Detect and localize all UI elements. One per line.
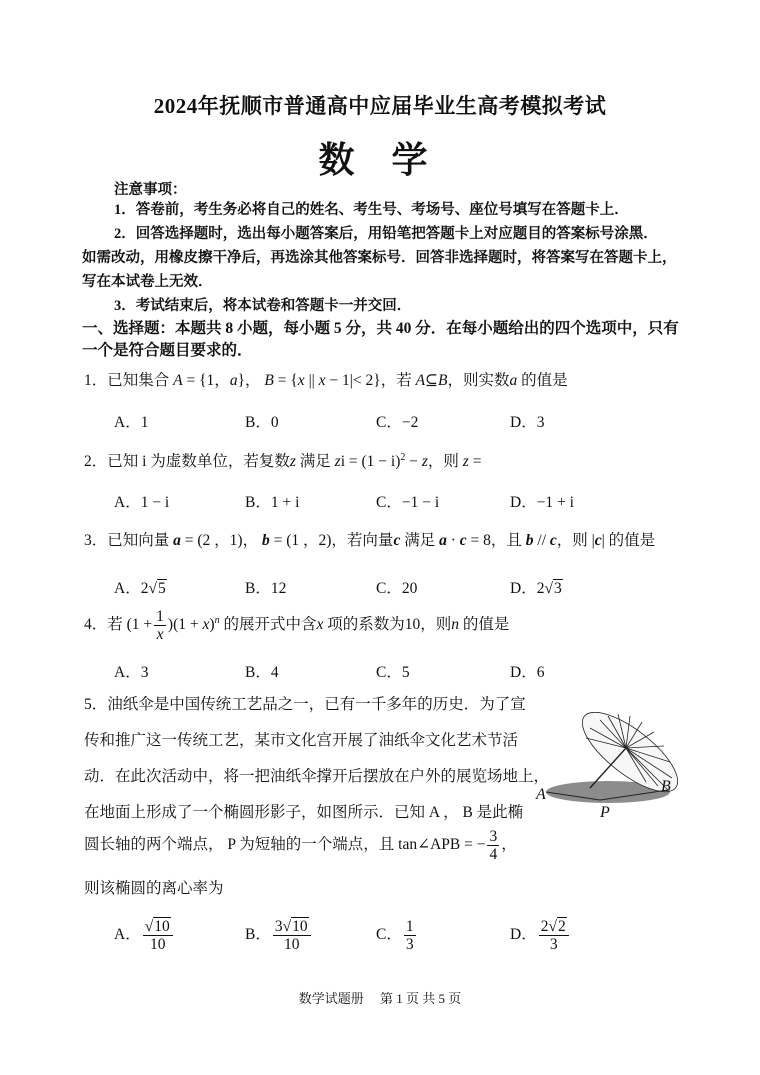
q2-option-a: A．1 − i (114, 494, 170, 511)
q4-fraction: $\frac{1}{x}$ (156, 608, 164, 643)
subject-title: 数 学 (318, 140, 442, 180)
question-5-line6: 则该椭圆的离心率为 (84, 880, 224, 897)
question-5-line4: 在地面上形成了一个椭圆形影子，如图所示．已知 A ， B 是此椭 (84, 804, 524, 821)
section-heading-line2: 一个是符合题目要求的． (82, 342, 253, 359)
question-5-line2: 传和推广这一传统工艺，某市文化宫开展了油纸伞文化艺术节活 (84, 732, 519, 749)
umbrella-figure (530, 712, 690, 824)
question-5-line1: 5．油纸伞是中国传统工艺品之一，已有一千多年的历史．为了宣 (84, 696, 526, 713)
q5-option-b: B． $\frac{3√10}{10}$ (245, 918, 313, 953)
exam-title: 2024年抚顺市普通高中应届毕业生高考模拟考试 (153, 94, 607, 118)
q4-option-c: C．5 (376, 664, 410, 681)
question-5-line5: 圆长轴的两个端点， P 为短轴的一个端点，且 tan∠APB = − $\frac{3}{4}$ ， (84, 828, 517, 863)
q1-option-a: A．1 (114, 414, 149, 431)
q1-option-c: C．−2 (376, 414, 419, 431)
q2-option-b: B．1 + i (245, 494, 300, 511)
notes-heading: 注意事项： (114, 182, 187, 198)
q5-option-d: D． $\frac{2√2}{3}$ (510, 918, 571, 953)
question-5-line3: 动．在此次活动中，将一把油纸伞撑开后摆放在户外的展览场地上， (84, 768, 550, 785)
q4-option-d: D．6 (510, 664, 545, 681)
question-2: 2．已知 i 为虚数单位，若复数z 满足 zi = $(1 - i)^2 - z$，则 z = (84, 451, 482, 470)
q3-option-b: B．12 (245, 580, 287, 597)
q1-option-b: B．0 (245, 414, 279, 431)
question-4: 4．若 (1 + $\frac{1}{x}$ )$(1 + x)^n$ 的展开式中含x 项的系数为10，则n 的值是 (84, 608, 510, 643)
note-2-end: 写在本试卷上无效． (82, 274, 213, 290)
q4-option-a: A．3 (114, 664, 149, 681)
q3-option-d: D．2√3 (510, 580, 562, 597)
note-2-cont: 如需改动，用橡皮擦干净后，再选涂其他答案标号．回答非选择题时，将答案写在答题卡上， (82, 250, 677, 266)
q5-option-c: C． $\frac{1}{3}$ (376, 918, 414, 953)
q1-option-d: D．3 (510, 414, 545, 431)
q5-option-a: A． $\frac{√10}{10}$ (114, 918, 175, 953)
note-3: 3．考试结束后，将本试卷和答题卡一并交回． (114, 298, 412, 314)
note-2: 2．回答选择题时，选出每小题答案后，用铅笔把答题卡上对应题目的答案标号涂黑． (114, 226, 658, 242)
point-b-label: B (661, 778, 671, 795)
page-footer: 数学试题册 第 1 页 共 5 页 (298, 991, 462, 1006)
question-3: 3．已知向量 a = (2 ，1)， b = (1 ，2)，若向量c 满足 a · c = 8，且 b // c，则 |c| 的值是 (84, 532, 656, 549)
q3-option-c: C．20 (376, 580, 418, 597)
point-a-label: A (536, 786, 546, 803)
q3-option-a: A．2√5 (114, 580, 166, 597)
point-p-label: P (600, 804, 610, 821)
section-heading-line1: 一、选择题：本题共 8 小题，每小题 5 分，共 40 分．在每小题给出的四个选项中，只有 (82, 320, 679, 337)
q2-option-c: C．−1 − i (376, 494, 440, 511)
note-1: 1．答卷前，考生务必将自己的姓名、考生号、考场号、座位号填写在答题卡上． (114, 202, 629, 218)
q4-option-b: B．4 (245, 664, 279, 681)
q2-option-d: D．−1 + i (510, 494, 574, 511)
question-1: 1．已知集合 A = {1，a}， B = {x || x − 1|< 2}，若 A⊆B，则实数a 的值是 (84, 372, 568, 389)
